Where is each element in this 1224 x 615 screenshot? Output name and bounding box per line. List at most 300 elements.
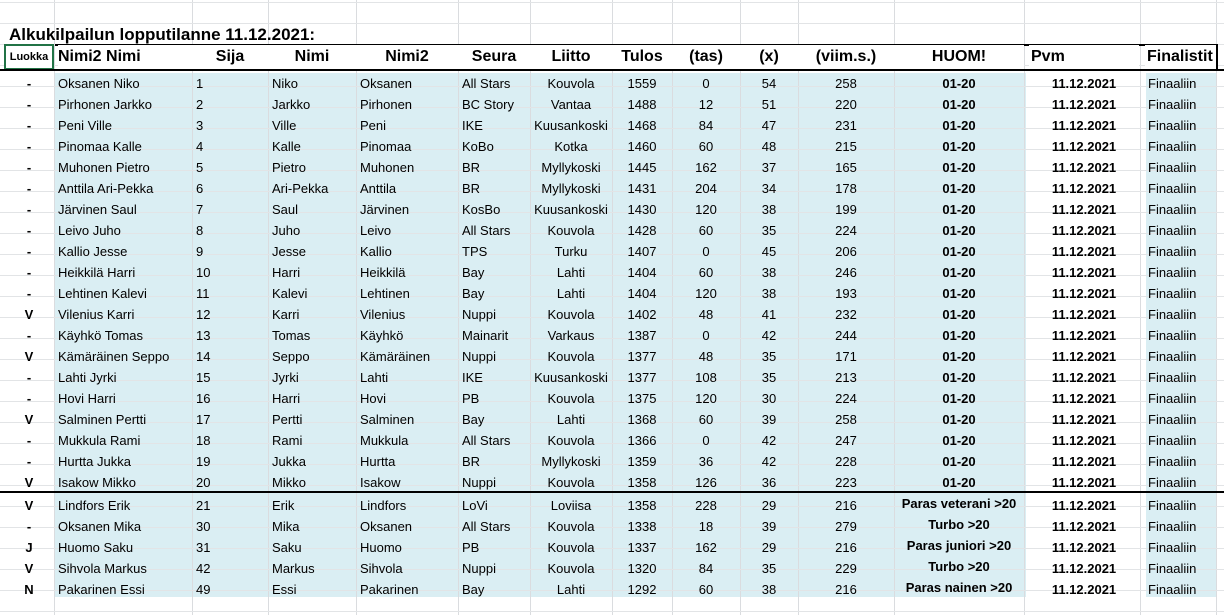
cell-liitto[interactable]: Lahti — [556, 286, 586, 301]
cell-fin[interactable]: Finaaliin — [1148, 181, 1197, 196]
header-x[interactable]: (x) — [740, 45, 798, 69]
cell-liitto[interactable]: Kouvola — [547, 433, 595, 448]
cell-seura[interactable]: Mainarit — [462, 328, 509, 343]
cell-nimi2nimi[interactable]: Pinomaa Kalle — [58, 139, 142, 154]
cell-fin[interactable]: Finaaliin — [1148, 349, 1197, 364]
cell-nimi[interactable]: Harri — [272, 391, 301, 406]
cell-viims[interactable]: 224 — [835, 223, 857, 238]
table-row[interactable] — [0, 516, 1224, 537]
cell-nimi2nimi[interactable]: Mukkula Rami — [58, 433, 141, 448]
table-row[interactable] — [0, 220, 1224, 241]
cell-fin[interactable]: Finaaliin — [1148, 286, 1197, 301]
cell-x[interactable]: 29 — [761, 498, 777, 513]
cell-liitto[interactable]: Kouvola — [547, 391, 595, 406]
cell-sija[interactable]: 8 — [196, 223, 204, 238]
cell-seura[interactable]: TPS — [462, 244, 488, 259]
header-sija[interactable]: Sija — [192, 45, 268, 69]
cell-viims[interactable]: 213 — [835, 370, 857, 385]
table-row[interactable] — [0, 451, 1224, 472]
cell-x[interactable]: 51 — [761, 97, 777, 112]
cell-pvm[interactable]: 11.12.2021 — [1051, 223, 1117, 238]
cell-luokka[interactable]: - — [26, 202, 32, 217]
cell-pvm[interactable]: 11.12.2021 — [1051, 433, 1117, 448]
cell-tulos[interactable]: 1337 — [627, 540, 657, 555]
cell-nimi2[interactable]: Peni — [360, 118, 387, 133]
cell-sija[interactable]: 15 — [196, 370, 211, 385]
table-row[interactable] — [0, 409, 1224, 430]
cell-nimi[interactable]: Markus — [272, 561, 315, 576]
cell-huom[interactable]: 01-20 — [942, 160, 976, 175]
cell-pvm[interactable]: 11.12.2021 — [1051, 370, 1117, 385]
cell-nimi[interactable]: Tomas — [272, 328, 311, 343]
cell-viims[interactable]: 258 — [835, 412, 857, 427]
cell-fin[interactable]: Finaaliin — [1148, 433, 1197, 448]
cell-viims[interactable]: 247 — [835, 433, 857, 448]
cell-fin[interactable]: Finaaliin — [1148, 244, 1197, 259]
cell-viims[interactable]: 216 — [835, 540, 857, 555]
cell-x[interactable]: 35 — [761, 349, 777, 364]
cell-nimi2nimi[interactable]: Lehtinen Kalevi — [58, 286, 147, 301]
cell-tas[interactable]: 36 — [698, 454, 714, 469]
cell-liitto[interactable]: Kouvola — [547, 475, 595, 490]
cell-liitto[interactable]: Myllykoski — [541, 181, 601, 196]
cell-pvm[interactable]: 11.12.2021 — [1051, 139, 1117, 154]
cell-nimi2[interactable]: Järvinen — [360, 202, 410, 217]
cell-tulos[interactable]: 1368 — [627, 412, 657, 427]
cell-nimi[interactable]: Essi — [272, 582, 297, 597]
cell-luokka[interactable]: - — [26, 97, 32, 112]
cell-luokka[interactable]: - — [26, 454, 32, 469]
cell-tas[interactable]: 48 — [698, 349, 714, 364]
cell-x[interactable]: 48 — [761, 139, 777, 154]
cell-sija[interactable]: 1 — [196, 76, 204, 91]
table-row[interactable] — [0, 388, 1224, 409]
cell-huom[interactable]: 01-20 — [942, 139, 976, 154]
cell-fin[interactable]: Finaaliin — [1148, 475, 1197, 490]
cell-tulos[interactable]: 1377 — [627, 349, 657, 364]
cell-huom[interactable]: 01-20 — [942, 265, 976, 280]
cell-seura[interactable]: BC Story — [462, 97, 515, 112]
table-row[interactable] — [0, 558, 1224, 579]
cell-tas[interactable]: 162 — [695, 160, 717, 175]
cell-sija[interactable]: 31 — [196, 540, 211, 555]
cell-x[interactable]: 47 — [761, 118, 777, 133]
cell-seura[interactable]: BR — [462, 160, 481, 175]
cell-nimi2nimi[interactable]: Kämäräinen Seppo — [58, 349, 170, 364]
cell-sija[interactable]: 13 — [196, 328, 211, 343]
cell-nimi[interactable]: Kalevi — [272, 286, 308, 301]
cell-luokka[interactable]: - — [26, 265, 32, 280]
cell-viims[interactable]: 228 — [835, 454, 857, 469]
cell-fin[interactable]: Finaaliin — [1148, 307, 1197, 322]
cell-nimi2[interactable]: Lindfors — [360, 498, 407, 513]
cell-nimi[interactable]: Niko — [272, 76, 299, 91]
cell-seura[interactable]: Nuppi — [462, 561, 496, 576]
cell-nimi[interactable]: Saku — [272, 540, 302, 555]
cell-liitto[interactable]: Lahti — [556, 582, 586, 597]
header-nimi2nimi[interactable]: Nimi2 Nimi — [58, 45, 192, 69]
cell-seura[interactable]: IKE — [462, 370, 483, 385]
cell-pvm[interactable]: 11.12.2021 — [1051, 582, 1117, 597]
cell-liitto[interactable]: Kouvola — [547, 76, 595, 91]
cell-liitto[interactable]: Lahti — [556, 412, 586, 427]
cell-tas[interactable]: 162 — [695, 540, 717, 555]
cell-seura[interactable]: Nuppi — [462, 307, 496, 322]
header-tulos[interactable]: Tulos — [612, 45, 672, 69]
cell-nimi2[interactable]: Huomo — [360, 540, 402, 555]
cell-seura[interactable]: Nuppi — [462, 349, 496, 364]
cell-nimi2nimi[interactable]: Lindfors Erik — [58, 498, 131, 513]
cell-sija[interactable]: 3 — [196, 118, 204, 133]
cell-tulos[interactable]: 1407 — [627, 244, 657, 259]
cell-nimi2[interactable]: Oksanen — [360, 519, 413, 534]
cell-nimi2[interactable]: Leivo — [360, 223, 392, 238]
cell-x[interactable]: 35 — [761, 223, 777, 238]
cell-tulos[interactable]: 1468 — [627, 118, 657, 133]
table-row[interactable] — [0, 472, 1224, 493]
cell-tulos[interactable]: 1404 — [627, 286, 657, 301]
cell-huom[interactable]: 01-20 — [942, 391, 976, 406]
cell-liitto[interactable]: Myllykoski — [541, 454, 601, 469]
cell-pvm[interactable]: 11.12.2021 — [1051, 349, 1117, 364]
cell-pvm[interactable]: 11.12.2021 — [1051, 181, 1117, 196]
cell-liitto[interactable]: Kouvola — [547, 540, 595, 555]
cell-pvm[interactable]: 11.12.2021 — [1051, 265, 1117, 280]
cell-x[interactable]: 39 — [761, 519, 777, 534]
cell-nimi2nimi[interactable]: Pakarinen Essi — [58, 582, 145, 597]
cell-pvm[interactable]: 11.12.2021 — [1051, 412, 1117, 427]
cell-tulos[interactable]: 1358 — [627, 498, 657, 513]
cell-tas[interactable]: 84 — [698, 561, 714, 576]
table-row[interactable] — [0, 94, 1224, 115]
cell-nimi2[interactable]: Hurtta — [360, 454, 396, 469]
cell-huom[interactable]: Turbo >20 — [928, 517, 990, 532]
cell-huom[interactable]: 01-20 — [942, 244, 976, 259]
cell-fin[interactable]: Finaaliin — [1148, 139, 1197, 154]
cell-nimi2nimi[interactable]: Järvinen Saul — [58, 202, 137, 217]
cell-sija[interactable]: 12 — [196, 307, 211, 322]
cell-pvm[interactable]: 11.12.2021 — [1051, 118, 1117, 133]
cell-tulos[interactable]: 1428 — [627, 223, 657, 238]
cell-liitto[interactable]: Turku — [554, 244, 588, 259]
cell-huom[interactable]: 01-20 — [942, 97, 976, 112]
cell-luokka[interactable]: - — [26, 286, 32, 301]
cell-huom[interactable]: 01-20 — [942, 349, 976, 364]
cell-sija[interactable]: 7 — [196, 202, 204, 217]
cell-tas[interactable]: 84 — [698, 118, 714, 133]
cell-liitto[interactable]: Vantaa — [550, 97, 592, 112]
cell-liitto[interactable]: Myllykoski — [541, 160, 601, 175]
cell-tulos[interactable]: 1377 — [627, 370, 657, 385]
cell-tas[interactable]: 120 — [695, 286, 717, 301]
cell-luokka[interactable]: - — [26, 160, 32, 175]
cell-sija[interactable]: 9 — [196, 244, 204, 259]
cell-nimi[interactable]: Rami — [272, 433, 303, 448]
cell-viims[interactable]: 244 — [835, 328, 857, 343]
cell-nimi2nimi[interactable]: Sihvola Markus — [58, 561, 147, 576]
cell-liitto[interactable]: Kuusankoski — [534, 202, 608, 217]
header-pvm[interactable]: Pvm — [1029, 45, 1139, 69]
cell-seura[interactable]: BR — [462, 454, 481, 469]
cell-pvm[interactable]: 11.12.2021 — [1051, 540, 1117, 555]
cell-huom[interactable]: 01-20 — [942, 202, 976, 217]
cell-x[interactable]: 35 — [761, 370, 777, 385]
cell-luokka[interactable]: V — [24, 475, 34, 490]
cell-seura[interactable]: All Stars — [462, 519, 511, 534]
cell-nimi2[interactable]: Anttila — [360, 181, 397, 196]
cell-fin[interactable]: Finaaliin — [1148, 370, 1197, 385]
cell-nimi2nimi[interactable]: Hovi Harri — [58, 391, 116, 406]
cell-nimi[interactable]: Ville — [272, 118, 297, 133]
cell-fin[interactable]: Finaaliin — [1148, 97, 1197, 112]
cell-sija[interactable]: 21 — [196, 498, 211, 513]
cell-luokka[interactable]: - — [26, 519, 32, 534]
cell-nimi2[interactable]: Lehtinen — [360, 286, 410, 301]
cell-x[interactable]: 42 — [761, 433, 777, 448]
cell-liitto[interactable]: Kuusankoski — [534, 118, 608, 133]
cell-nimi2[interactable]: Isakow — [360, 475, 401, 490]
cell-huom[interactable]: 01-20 — [942, 370, 976, 385]
cell-nimi2nimi[interactable]: Pirhonen Jarkko — [58, 97, 152, 112]
cell-huom[interactable]: Paras nainen >20 — [905, 580, 1013, 595]
cell-x[interactable]: 34 — [761, 181, 777, 196]
table-row[interactable] — [0, 325, 1224, 346]
cell-sija[interactable]: 2 — [196, 97, 204, 112]
cell-nimi2[interactable]: Käyhkö — [360, 328, 404, 343]
cell-sija[interactable]: 19 — [196, 454, 211, 469]
cell-luokka[interactable]: - — [26, 244, 32, 259]
cell-luokka[interactable]: - — [26, 223, 32, 238]
table-row[interactable] — [0, 304, 1224, 325]
cell-viims[interactable]: 215 — [835, 139, 857, 154]
cell-pvm[interactable]: 11.12.2021 — [1051, 328, 1117, 343]
header-seura[interactable]: Seura — [458, 45, 530, 69]
cell-fin[interactable]: Finaaliin — [1148, 561, 1197, 576]
cell-nimi2[interactable]: Oksanen — [360, 76, 413, 91]
cell-nimi[interactable]: Saul — [272, 202, 299, 217]
cell-huom[interactable]: 01-20 — [942, 223, 976, 238]
cell-x[interactable]: 38 — [761, 202, 777, 217]
cell-pvm[interactable]: 11.12.2021 — [1051, 391, 1117, 406]
cell-nimi[interactable]: Mika — [272, 519, 300, 534]
cell-tas[interactable]: 108 — [695, 370, 717, 385]
cell-tas[interactable]: 0 — [702, 433, 710, 448]
cell-tas[interactable]: 12 — [698, 97, 714, 112]
cell-tulos[interactable]: 1338 — [627, 519, 657, 534]
cell-luokka[interactable]: - — [26, 391, 32, 406]
cell-seura[interactable]: KoBo — [462, 139, 494, 154]
cell-liitto[interactable]: Lahti — [556, 265, 586, 280]
cell-nimi2nimi[interactable]: Heikkilä Harri — [58, 265, 136, 280]
header-liitto[interactable]: Liitto — [530, 45, 612, 69]
cell-seura[interactable]: PB — [462, 391, 480, 406]
cell-sija[interactable]: 49 — [196, 582, 211, 597]
cell-tas[interactable]: 120 — [695, 202, 717, 217]
cell-seura[interactable]: All Stars — [462, 433, 511, 448]
cell-nimi[interactable]: Harri — [272, 265, 301, 280]
cell-tas[interactable]: 60 — [698, 582, 714, 597]
cell-viims[interactable]: 232 — [835, 307, 857, 322]
cell-sija[interactable]: 17 — [196, 412, 211, 427]
cell-sija[interactable]: 16 — [196, 391, 211, 406]
cell-liitto[interactable]: Kouvola — [547, 307, 595, 322]
cell-huom[interactable]: Turbo >20 — [928, 559, 990, 574]
cell-liitto[interactable]: Kouvola — [547, 519, 595, 534]
cell-tulos[interactable]: 1366 — [627, 433, 657, 448]
cell-nimi2[interactable]: Pirhonen — [360, 97, 413, 112]
cell-pvm[interactable]: 11.12.2021 — [1051, 244, 1117, 259]
cell-sija[interactable]: 30 — [196, 519, 211, 534]
cell-fin[interactable]: Finaaliin — [1148, 265, 1197, 280]
cell-seura[interactable]: PB — [462, 540, 480, 555]
cell-nimi2[interactable]: Hovi — [360, 391, 387, 406]
cell-nimi[interactable]: Pietro — [272, 160, 306, 175]
cell-nimi2[interactable]: Salminen — [360, 412, 415, 427]
cell-nimi2[interactable]: Mukkula — [360, 433, 409, 448]
cell-viims[interactable]: 224 — [835, 391, 857, 406]
cell-tas[interactable]: 60 — [698, 265, 714, 280]
cell-luokka[interactable]: V — [24, 412, 34, 427]
cell-tas[interactable]: 228 — [695, 498, 717, 513]
cell-tulos[interactable]: 1445 — [627, 160, 657, 175]
cell-nimi2nimi[interactable]: Oksanen Niko — [58, 76, 140, 91]
cell-tulos[interactable]: 1559 — [627, 76, 657, 91]
cell-viims[interactable]: 279 — [835, 519, 857, 534]
cell-luokka[interactable]: - — [26, 118, 32, 133]
cell-nimi2nimi[interactable]: Oksanen Mika — [58, 519, 142, 534]
table-row[interactable] — [0, 178, 1224, 199]
cell-x[interactable]: 42 — [761, 328, 777, 343]
cell-sija[interactable]: 6 — [196, 181, 204, 196]
header-huom[interactable]: HUOM! — [894, 45, 1024, 69]
cell-fin[interactable]: Finaaliin — [1148, 391, 1197, 406]
cell-nimi[interactable]: Kalle — [272, 139, 301, 154]
cell-x[interactable]: 38 — [761, 286, 777, 301]
cell-tas[interactable]: 60 — [698, 139, 714, 154]
cell-nimi2[interactable]: Pinomaa — [360, 139, 412, 154]
cell-pvm[interactable]: 11.12.2021 — [1051, 307, 1117, 322]
cell-seura[interactable]: KosBo — [462, 202, 501, 217]
cell-luokka[interactable]: - — [26, 181, 32, 196]
cell-tulos[interactable]: 1375 — [627, 391, 657, 406]
cell-liitto[interactable]: Kuusankoski — [534, 370, 608, 385]
cell-seura[interactable]: All Stars — [462, 76, 511, 91]
cell-seura[interactable]: Bay — [462, 582, 485, 597]
table-row[interactable] — [0, 241, 1224, 262]
cell-nimi2nimi[interactable]: Muhonen Pietro — [58, 160, 150, 175]
cell-nimi2[interactable]: Muhonen — [360, 160, 415, 175]
cell-viims[interactable]: 171 — [835, 349, 857, 364]
cell-fin[interactable]: Finaaliin — [1148, 202, 1197, 217]
cell-tulos[interactable]: 1404 — [627, 265, 657, 280]
cell-x[interactable]: 35 — [761, 561, 777, 576]
cell-viims[interactable]: 258 — [835, 76, 857, 91]
cell-nimi2nimi[interactable]: Salminen Pertti — [58, 412, 147, 427]
cell-pvm[interactable]: 11.12.2021 — [1051, 286, 1117, 301]
cell-nimi[interactable]: Karri — [272, 307, 300, 322]
cell-viims[interactable]: 206 — [835, 244, 857, 259]
cell-liitto[interactable]: Loviisa — [550, 498, 592, 513]
cell-viims[interactable]: 229 — [835, 561, 857, 576]
cell-nimi2[interactable]: Kämäräinen — [360, 349, 431, 364]
cell-nimi2[interactable]: Heikkilä — [360, 265, 406, 280]
cell-huom[interactable]: 01-20 — [942, 76, 976, 91]
cell-tulos[interactable]: 1387 — [627, 328, 657, 343]
cell-tas[interactable]: 204 — [695, 181, 717, 196]
cell-tas[interactable]: 126 — [695, 475, 717, 490]
cell-nimi[interactable]: Jarkko — [272, 97, 311, 112]
cell-huom[interactable]: Paras juniori >20 — [906, 538, 1012, 553]
table-row[interactable] — [0, 495, 1224, 516]
cell-viims[interactable]: 165 — [835, 160, 857, 175]
cell-nimi2[interactable]: Pakarinen — [360, 582, 419, 597]
cell-tulos[interactable]: 1292 — [627, 582, 657, 597]
cell-tulos[interactable]: 1431 — [627, 181, 657, 196]
cell-tas[interactable]: 120 — [695, 391, 717, 406]
cell-tulos[interactable]: 1460 — [627, 139, 657, 154]
cell-fin[interactable]: Finaaliin — [1148, 582, 1197, 597]
cell-luokka[interactable]: V — [24, 561, 34, 576]
cell-pvm[interactable]: 11.12.2021 — [1051, 475, 1117, 490]
cell-seura[interactable]: Bay — [462, 265, 485, 280]
cell-x[interactable]: 38 — [761, 582, 777, 597]
header-luokka-selected-cell[interactable]: Luokka — [4, 44, 54, 70]
cell-huom[interactable]: 01-20 — [942, 454, 976, 469]
cell-seura[interactable]: All Stars — [462, 223, 511, 238]
cell-nimi2[interactable]: Lahti — [360, 370, 389, 385]
cell-liitto[interactable]: Kouvola — [547, 349, 595, 364]
cell-luokka[interactable]: V — [24, 307, 34, 322]
cell-sija[interactable]: 5 — [196, 160, 204, 175]
table-row[interactable] — [0, 283, 1224, 304]
cell-x[interactable]: 39 — [761, 412, 777, 427]
cell-pvm[interactable]: 11.12.2021 — [1051, 519, 1117, 534]
cell-viims[interactable]: 199 — [835, 202, 857, 217]
cell-tulos[interactable]: 1320 — [627, 561, 657, 576]
cell-liitto[interactable]: Varkaus — [547, 328, 595, 343]
cell-huom[interactable]: 01-20 — [942, 475, 976, 490]
cell-fin[interactable]: Finaaliin — [1148, 76, 1197, 91]
cell-liitto[interactable]: Kouvola — [547, 223, 595, 238]
cell-seura[interactable]: IKE — [462, 118, 483, 133]
cell-huom[interactable]: 01-20 — [942, 181, 976, 196]
cell-nimi2[interactable]: Kallio — [360, 244, 392, 259]
cell-nimi2nimi[interactable]: Leivo Juho — [58, 223, 121, 238]
cell-x[interactable]: 29 — [761, 540, 777, 555]
cell-fin[interactable]: Finaaliin — [1148, 328, 1197, 343]
cell-luokka[interactable]: - — [26, 370, 32, 385]
cell-tas[interactable]: 48 — [698, 307, 714, 322]
cell-nimi2nimi[interactable]: Vilenius Karri — [58, 307, 135, 322]
table-row[interactable] — [0, 73, 1224, 94]
table-row[interactable] — [0, 136, 1224, 157]
table-row[interactable] — [0, 430, 1224, 451]
cell-x[interactable]: 30 — [761, 391, 777, 406]
table-row[interactable] — [0, 579, 1224, 600]
cell-nimi[interactable]: Ari-Pekka — [272, 181, 329, 196]
cell-viims[interactable]: 216 — [835, 582, 857, 597]
cell-huom[interactable]: 01-20 — [942, 433, 976, 448]
cell-tulos[interactable]: 1430 — [627, 202, 657, 217]
cell-tas[interactable]: 0 — [702, 328, 710, 343]
cell-luokka[interactable]: N — [24, 582, 34, 597]
cell-huom[interactable]: 01-20 — [942, 412, 976, 427]
cell-seura[interactable]: Bay — [462, 412, 485, 427]
cell-huom[interactable]: 01-20 — [942, 307, 976, 322]
cell-viims[interactable]: 223 — [835, 475, 857, 490]
cell-viims[interactable]: 178 — [835, 181, 857, 196]
cell-tas[interactable]: 0 — [702, 76, 710, 91]
